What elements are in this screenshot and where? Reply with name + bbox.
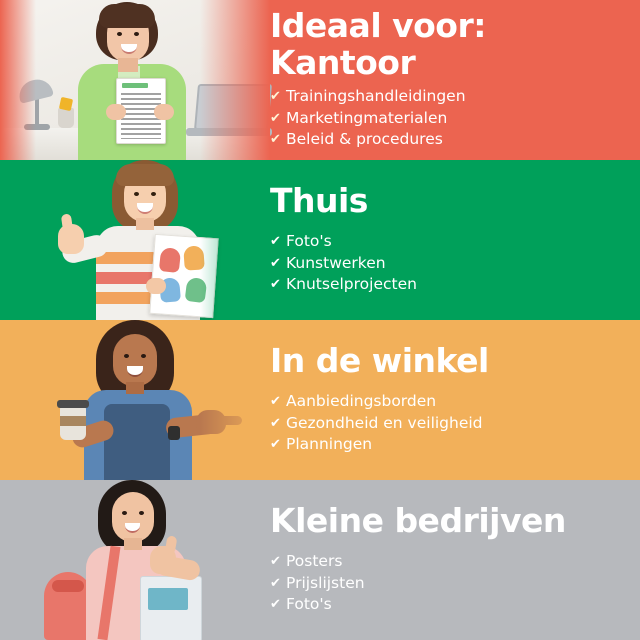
photo-fade-left [0, 320, 36, 480]
list-item [270, 413, 622, 434]
section-heading-kantoor: Kantoor [270, 43, 416, 83]
bullet-list-in-de-winkel [270, 391, 622, 455]
person-eye-left [124, 354, 129, 358]
text-in-de-winkel [270, 341, 640, 456]
person-hand-right [154, 104, 174, 120]
section-thuis [0, 160, 640, 320]
page-title: Ideaal voor: [270, 6, 486, 46]
thumbs-up-thumb [61, 213, 73, 232]
check-icon: ✔ [270, 437, 281, 453]
list-item-label: Foto's [286, 595, 332, 614]
photo-kantoor [0, 0, 270, 160]
photo-kleine-bedrijven [0, 480, 270, 640]
section-heading-in-de-winkel: In de winkel [270, 341, 489, 381]
list-item [270, 551, 622, 572]
photo-thuis [0, 160, 270, 320]
person-eye-right [139, 511, 144, 515]
list-item [270, 573, 622, 594]
document-title-bar [122, 83, 148, 88]
list-item-label: Foto's [286, 232, 332, 251]
person-hand-left [106, 104, 126, 120]
list-item-label: Marketingmaterialen [286, 108, 448, 127]
list-item-label: Beleid & procedures [286, 130, 443, 149]
list-item [270, 391, 622, 412]
handprint-icon [159, 247, 181, 273]
coffee-cup-sleeve [60, 416, 86, 426]
bullet-list-thuis [270, 231, 622, 295]
photo-fade-left [0, 480, 36, 640]
child-eye-right [151, 192, 156, 196]
photo-fade-right [200, 0, 270, 160]
list-item-label: Prijslijsten [286, 573, 365, 592]
check-icon: ✔ [270, 89, 281, 105]
list-item [270, 86, 622, 107]
text-kleine-bedrijven [270, 501, 640, 616]
check-icon: ✔ [270, 277, 281, 293]
list-item-label: Knutselprojecten [286, 275, 417, 294]
list-item-label: Posters [286, 552, 343, 571]
wristwatch-icon [168, 426, 180, 440]
person-eye-left [117, 32, 122, 36]
pen-cup-icon [58, 108, 74, 128]
check-icon: ✔ [270, 415, 281, 431]
photo-fade-right [200, 320, 270, 480]
list-item [270, 129, 622, 150]
list-item-label: Planningen [286, 435, 373, 454]
section-kleine-bedrijven [0, 480, 640, 640]
photo-fade-right [200, 160, 270, 320]
section-heading-kleine-bedrijven: Kleine bedrijven [270, 501, 566, 541]
list-item [270, 434, 622, 455]
person-apron [104, 404, 170, 480]
section-in-de-winkel [0, 320, 640, 480]
person-eye-right [141, 354, 146, 358]
check-icon: ✔ [270, 255, 281, 271]
child-fringe [116, 164, 174, 186]
child-eye-left [134, 192, 139, 196]
person-face [112, 492, 154, 542]
photo-fade-right [200, 480, 270, 640]
check-icon: ✔ [270, 110, 281, 126]
child-neck [136, 218, 154, 230]
check-icon: ✔ [270, 234, 281, 250]
photo-in-de-winkel [0, 320, 270, 480]
list-item-label: Trainingshandleidingen [286, 87, 466, 106]
photo-fade-left [0, 160, 36, 320]
bullet-list-kantoor [270, 86, 622, 150]
check-icon: ✔ [270, 575, 281, 591]
check-icon: ✔ [270, 554, 281, 570]
bullet-list-kleine-bedrijven [270, 551, 622, 615]
check-icon: ✔ [270, 394, 281, 410]
yoga-mat-roll [52, 580, 84, 592]
person-neck [118, 58, 138, 72]
bag-label [148, 588, 188, 610]
person-neck [124, 538, 142, 550]
person-face [113, 334, 157, 386]
check-icon: ✔ [270, 132, 281, 148]
list-item-label: Kunstwerken [286, 253, 386, 272]
section-heading-thuis: Thuis [270, 181, 368, 221]
check-icon: ✔ [270, 597, 281, 613]
child-hand [146, 278, 166, 294]
person-eye-left [122, 511, 127, 515]
person-neck [126, 382, 144, 394]
list-item-label: Gezondheid en veiligheid [286, 413, 483, 432]
person-eye-right [134, 32, 139, 36]
photo-fade-left [0, 0, 36, 160]
coffee-cup-lid [57, 400, 89, 408]
text-kantoor [270, 6, 640, 151]
list-item [270, 108, 622, 129]
list-item [270, 594, 622, 615]
list-item [270, 274, 622, 295]
text-thuis [270, 181, 640, 296]
list-item [270, 253, 622, 274]
person-fringe [99, 4, 155, 28]
section-kantoor [0, 0, 640, 160]
list-item [270, 231, 622, 252]
sticky-notes-icon [59, 97, 73, 111]
list-item-label: Aanbiedingsborden [286, 392, 437, 411]
